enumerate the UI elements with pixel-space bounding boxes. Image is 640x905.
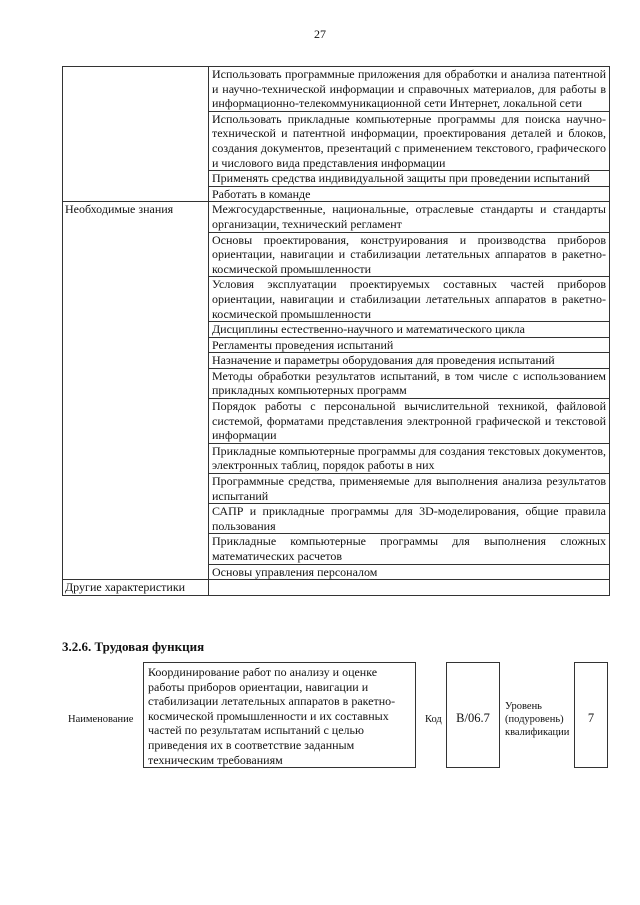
other-characteristics-item	[209, 580, 610, 596]
knowledge-item: Условия эксплуатации проектируемых составных частей приборов ориентации, навигации и стабилизации летательных аппаратов в ракетно-космической промышленности	[209, 277, 610, 322]
knowledge-item: Методы обработки результатов испытаний, в том числе с использованием прикладных компьютерных программ	[209, 368, 610, 398]
requirements-table	[62, 66, 610, 596]
knowledge-item: Межгосударственные, национальные, отраслевые стандарты и стандарты организации, технический регламент	[209, 202, 610, 232]
knowledge-item: Прикладные компьютерные программы для создания текстовых документов, электронных таблиц, порядок работы в них	[209, 443, 610, 473]
skill-item: Использовать прикладные компьютерные программы для поиска научно-технической и патентной информации, проектирования деталей и блоков, создания документов, презентаций с применением текстового, графического и числового вида представления информации	[209, 111, 610, 170]
code-field: B/06.7	[446, 662, 500, 768]
knowledge-item: Дисциплины естественно-научного и математического цикла	[209, 322, 610, 338]
table-row	[63, 202, 610, 232]
knowledge-item: Регламенты проведения испытаний	[209, 337, 610, 353]
skill-item: Работать в команде	[209, 186, 610, 202]
name-label: Наименование	[68, 714, 134, 725]
knowledge-item: Основы проектирования, конструирования и производства приборов ориентации, навигации и стабилизации летательных аппаратов в ракетно-космической промышленности	[209, 232, 610, 277]
page-number: 27	[314, 27, 326, 41]
section-title: 3.2.6. Трудовая функция	[62, 639, 205, 654]
other-characteristics-label: Другие характеристики	[63, 580, 209, 596]
skill-item: Применять средства индивидуальной защиты при проведении испытаний	[209, 171, 610, 187]
skill-item: Использовать программные приложения для обработки и анализа патентной и научно-технической информации и справочных материалов, для работы в информационно-телекоммуникационной сети Интернет, локальной сети	[209, 67, 610, 112]
knowledge-label: Необходимые знания	[63, 202, 209, 580]
qualification-level-field: 7	[574, 662, 608, 768]
knowledge-item: Прикладные компьютерные программы для выполнения сложных математических расчетов	[209, 534, 610, 564]
knowledge-item: САПР и прикладные программы для 3D-моделирования, общие правила пользования	[209, 504, 610, 534]
table-row	[63, 580, 610, 596]
labor-function-header	[62, 662, 610, 772]
knowledge-item: Основы управления персоналом	[209, 564, 610, 580]
qualification-level-label: Уровень (подуровень) квалификации	[505, 701, 570, 738]
knowledge-item: Назначение и параметры оборудования для проведения испытаний	[209, 353, 610, 369]
function-name-field: Координирование работ по анализу и оценке работы приборов ориентации, навигации и стабилизации летательных аппаратов в ракетно-космической промышленности и их составных частей по результатам испытаний с целью приведения их в соответствие заданным техническим требованиям	[143, 662, 416, 768]
table-row	[63, 67, 610, 112]
knowledge-item: Порядок работы с персональной вычислительной техникой, файловой системой, форматами представления электронной графической и текстовой информации	[209, 399, 610, 444]
knowledge-item: Программные средства, применяемые для выполнения анализа результатов испытаний	[209, 474, 610, 504]
code-label: Код	[425, 714, 442, 725]
skill-label	[63, 67, 209, 202]
